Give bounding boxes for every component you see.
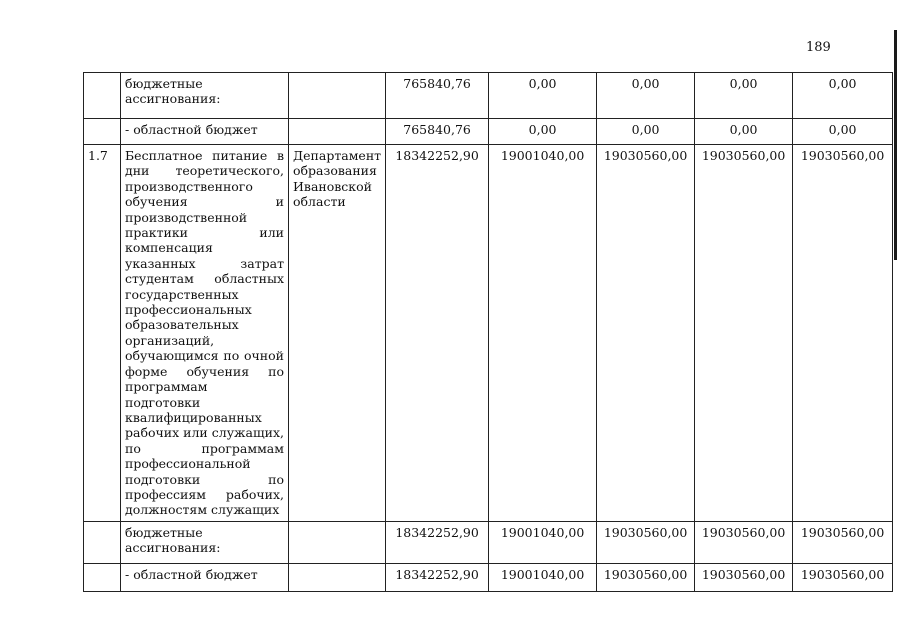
row-number-cell: 1.7 (84, 145, 121, 522)
table-row (84, 73, 893, 119)
value-cell: 19001040,00 (489, 563, 597, 591)
table-row (84, 563, 893, 591)
row-name-cell: - областной бюджет (121, 119, 289, 145)
value-cell: 19001040,00 (489, 145, 597, 522)
row-name-cell: - областной бюджет (121, 563, 289, 591)
budget-table (83, 72, 893, 592)
value-cell: 19030560,00 (793, 145, 893, 522)
row-number-cell (84, 119, 121, 145)
table-row (84, 145, 893, 522)
value-cell: 19001040,00 (489, 521, 597, 563)
row-department-cell: Департамент образования Ивановской области (289, 145, 386, 522)
row-name-cell: бюджетные ассигнования: (121, 73, 289, 119)
value-cell: 18342252,90 (386, 521, 489, 563)
value-cell: 765840,76 (386, 119, 489, 145)
value-cell: 19030560,00 (695, 145, 793, 522)
page-number: 189 (806, 40, 831, 55)
value-cell: 0,00 (695, 73, 793, 119)
table-row (84, 521, 893, 563)
value-cell: 19030560,00 (793, 521, 893, 563)
value-cell: 0,00 (597, 73, 695, 119)
value-cell: 19030560,00 (597, 521, 695, 563)
row-number-cell (84, 521, 121, 563)
value-cell: 0,00 (793, 73, 893, 119)
row-department-cell (289, 119, 386, 145)
value-cell: 765840,76 (386, 73, 489, 119)
value-cell: 19030560,00 (695, 563, 793, 591)
value-cell: 19030560,00 (793, 563, 893, 591)
row-department-cell (289, 563, 386, 591)
scan-edge-mark (894, 30, 897, 260)
value-cell: 0,00 (695, 119, 793, 145)
value-cell: 0,00 (489, 73, 597, 119)
row-number-cell (84, 563, 121, 591)
row-name-cell: бюджетные ассигнования: (121, 521, 289, 563)
row-department-cell (289, 73, 386, 119)
value-cell: 18342252,90 (386, 145, 489, 522)
value-cell: 0,00 (793, 119, 893, 145)
row-department-cell (289, 521, 386, 563)
row-name-cell: Бесплатное питание в дни теоретического, производственного обучения и производственной практики или компенсация указанных затрат студентам областных государственных профессиональных образовательных организаций, обучающимся по очной форме обучения по программам подготовки квалифицированных рабочих или служащих, по программам профессиональной подготовки по профессиям рабочих, должностям служащих (121, 145, 289, 522)
value-cell: 19030560,00 (597, 563, 695, 591)
value-cell: 0,00 (597, 119, 695, 145)
value-cell: 19030560,00 (597, 145, 695, 522)
value-cell: 19030560,00 (695, 521, 793, 563)
value-cell: 18342252,90 (386, 563, 489, 591)
value-cell: 0,00 (489, 119, 597, 145)
row-number-cell (84, 73, 121, 119)
table-row (84, 119, 893, 145)
